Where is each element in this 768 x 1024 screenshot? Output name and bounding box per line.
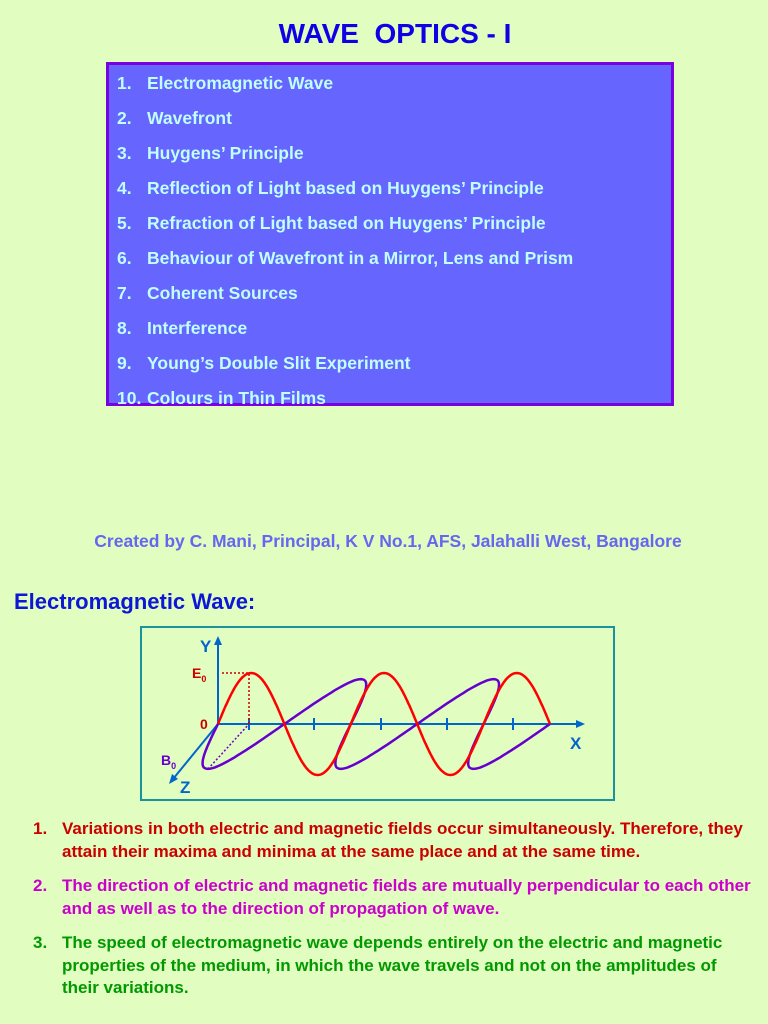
- toc-item: [117, 104, 671, 139]
- toc-number: 8.: [117, 318, 132, 338]
- toc-item: [117, 279, 671, 314]
- b0-label: [161, 752, 176, 771]
- toc-item: [117, 349, 671, 384]
- x-axis-label: X: [570, 734, 582, 753]
- y-axis-label: Y: [200, 637, 212, 656]
- toc-text: Wavefront: [147, 108, 232, 128]
- page-title: WAVE OPTICS - I: [278, 18, 512, 49]
- list-item: [33, 818, 753, 863]
- toc-number: 5.: [117, 213, 132, 233]
- list-item: [33, 875, 753, 920]
- table-of-contents: [106, 62, 674, 406]
- toc-number: 1.: [117, 73, 132, 93]
- e0-guide: [222, 673, 249, 724]
- toc-number: 3.: [117, 143, 132, 163]
- toc-item: [117, 69, 671, 104]
- toc-text: Reflection of Light based on Huygens’ Principle: [147, 178, 544, 198]
- toc-item: [117, 174, 671, 209]
- toc-text: Interference: [147, 318, 248, 338]
- toc-text: Electromagnetic Wave: [147, 73, 334, 93]
- list-number: 3.: [33, 933, 48, 952]
- origin-label: 0: [200, 716, 208, 732]
- toc-item: [117, 209, 671, 244]
- e0-label: [192, 665, 206, 684]
- list-item: [33, 932, 753, 1000]
- em-wave-figure: [140, 626, 615, 801]
- b0-label-main: B: [161, 752, 172, 768]
- toc-number: 7.: [117, 283, 132, 303]
- toc-text: Colours in Thin Films: [147, 388, 326, 408]
- b0-label-sub: 0: [171, 761, 177, 771]
- z-axis-label: Z: [180, 778, 191, 797]
- toc-number: 10.: [117, 388, 142, 408]
- toc-text: Coherent Sources: [147, 283, 298, 303]
- toc-text: Behaviour of Wavefront in a Mirror, Lens and Prism: [147, 248, 574, 268]
- toc-item: [117, 384, 671, 419]
- toc-text: Young’s Double Slit Experiment: [147, 353, 411, 373]
- toc-number: 6.: [117, 248, 132, 268]
- author-credit: Created by C. Mani, Principal, K V No.1, AFS, Jalahalli West, Bangalore: [94, 531, 682, 551]
- toc-text: Refraction of Light based on Huygens’ Principle: [147, 213, 546, 233]
- toc-number: 2.: [117, 108, 132, 128]
- toc-item: [117, 314, 671, 349]
- property-list: [33, 818, 753, 1012]
- list-number: 1.: [33, 819, 48, 838]
- list-text: The speed of electromagnetic wave depends entirely on the electric and magnetic properties of the medium, in which the wave travels and not on the amplitudes of their variations.: [62, 933, 723, 997]
- e0-label-main: E: [192, 665, 202, 681]
- y-axis-arrow: [214, 636, 222, 645]
- toc-text: Huygens’ Principle: [147, 143, 304, 163]
- toc-item: [117, 139, 671, 174]
- toc-number: 9.: [117, 353, 132, 373]
- toc-item: [117, 244, 671, 279]
- section-heading: Electromagnetic Wave:: [14, 589, 256, 614]
- list-number: 2.: [33, 876, 48, 895]
- toc-number: 4.: [117, 178, 132, 198]
- em-wave-diagram: [142, 628, 613, 799]
- list-text: Variations in both electric and magnetic fields occur simultaneously. Therefore, they attain their maxima and minima at the same place and at the same time.: [62, 819, 743, 861]
- x-axis-arrow: [576, 720, 585, 728]
- z-axis: [173, 724, 218, 779]
- list-text: The direction of electric and magnetic fields are mutually perpendicular to each other and as well as to the direction of propagation of wave.: [62, 876, 751, 918]
- e0-label-sub: 0: [201, 674, 207, 684]
